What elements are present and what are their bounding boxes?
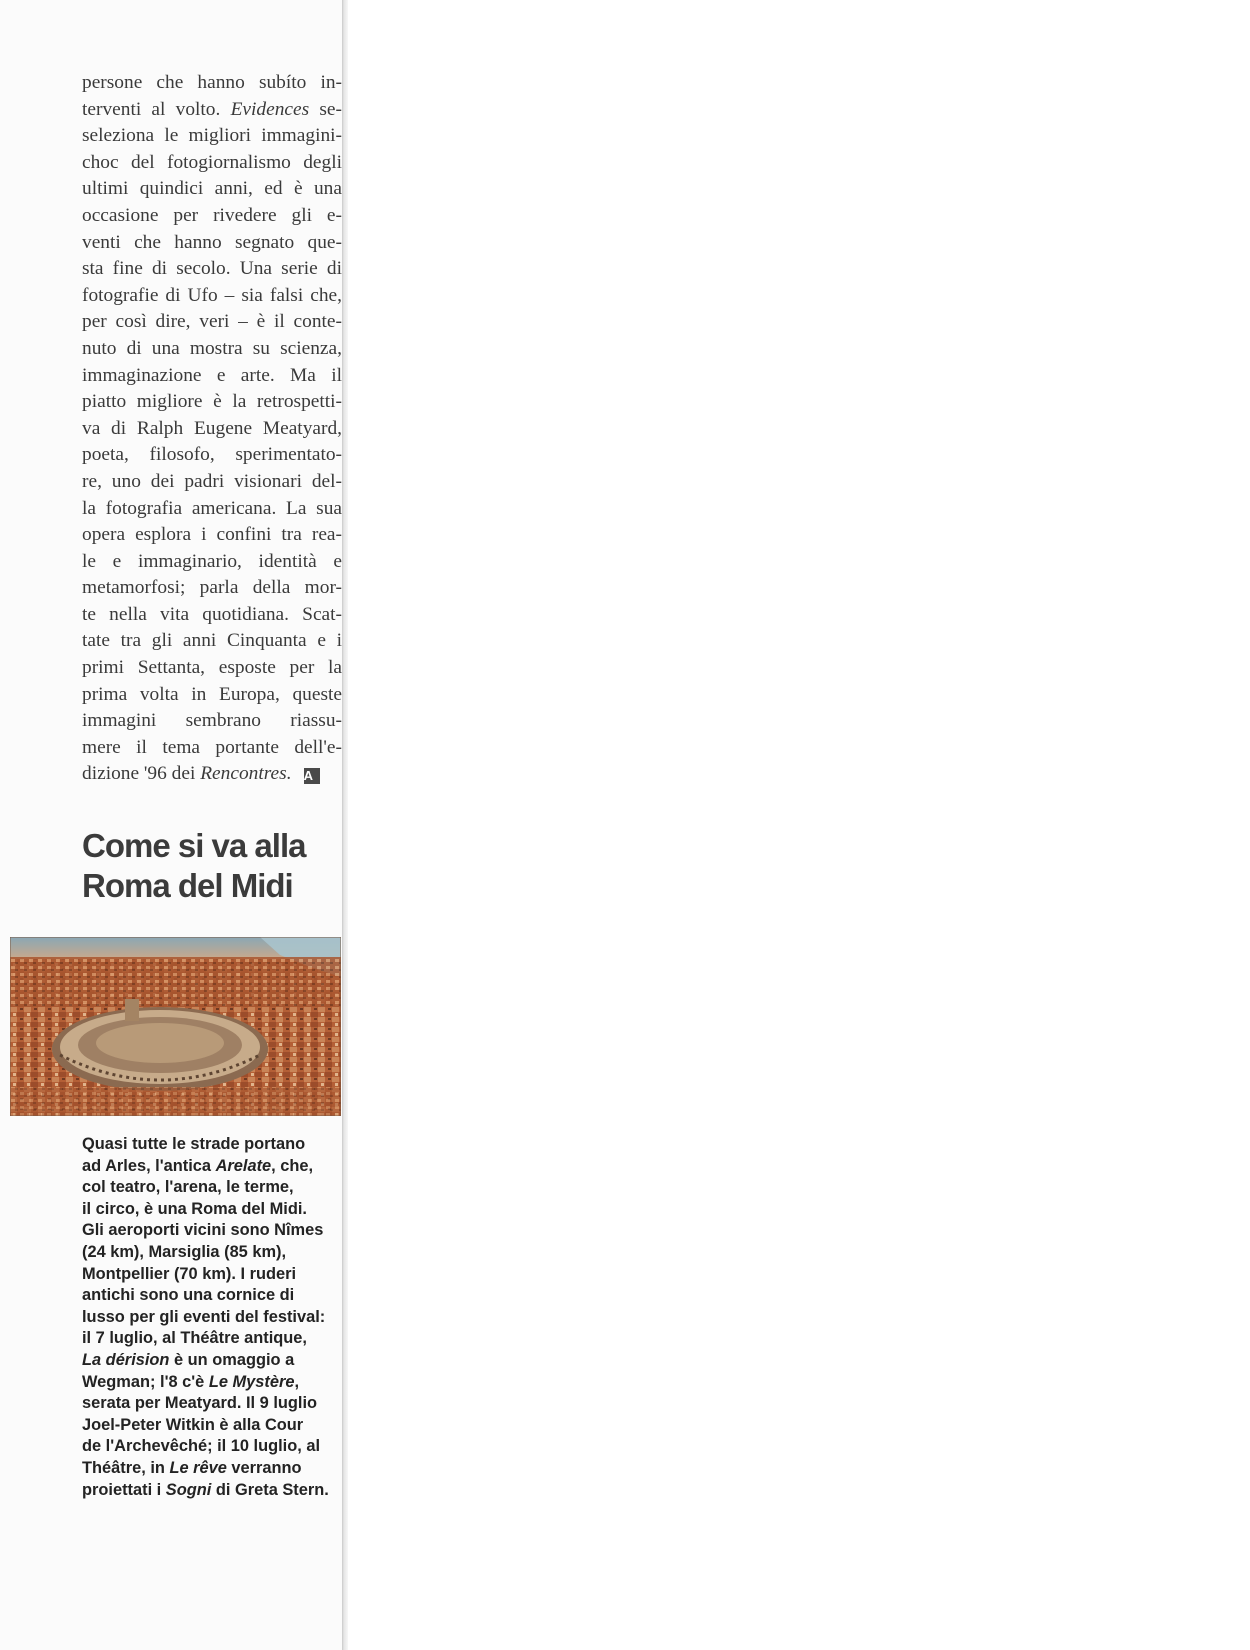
body-line: sta fine di secolo. Una serie di	[82, 258, 342, 280]
headline-line-1: Come si va alla	[82, 827, 306, 864]
body-line: primi Settanta, esposte per la	[82, 657, 342, 679]
foreground-rooftops	[10, 1087, 341, 1116]
article-body	[82, 70, 342, 788]
body-line: ultimi quindici anni, ed è una	[82, 178, 342, 200]
body-line: occasione per rivedere gli e-	[82, 204, 342, 226]
caption-line: lusso per gli eventi del festival:	[82, 1307, 326, 1326]
body-line: nuto di una mostra su scienza,	[82, 337, 342, 359]
arena-tower	[125, 999, 139, 1021]
body-line: va di Ralph Eugene Meatyard,	[82, 417, 342, 439]
body-line: tate tra gli anni Cinquanta e i	[82, 630, 342, 652]
body-line: te nella vita quotidiana. Scat-	[82, 603, 342, 625]
body-line: venti che hanno segnato que-	[82, 231, 342, 253]
caption-line: Wegman; l'8 c'è Le Mystère,	[82, 1372, 300, 1391]
body-line: terventi al volto. Evidences se-	[82, 98, 342, 120]
caption-line: Gli aeroporti vicini sono Nîmes	[82, 1221, 324, 1240]
body-line: fotografie di Ufo – sia falsi che,	[82, 284, 342, 306]
photo-caption	[82, 1134, 342, 1501]
caption-line: serata per Meatyard. Il 9 luglio	[82, 1394, 318, 1413]
caption-line: de l'Archevêché; il 10 luglio, al	[82, 1437, 321, 1456]
body-line: dizione '96 dei Rencontres. A	[82, 761, 342, 788]
caption-line: ad Arles, l'antica Arelate, che,	[82, 1156, 314, 1175]
headline-line-2: Roma del Midi	[82, 867, 293, 904]
body-line: persone che hanno subíto in-	[82, 72, 342, 93]
page-fold-shadow	[342, 0, 348, 1650]
body-line: poeta, filosofo, sperimentato-	[82, 444, 342, 466]
caption-line: col teatro, l'arena, le terme,	[82, 1178, 294, 1197]
body-line: metamorfosi; parla della mor-	[82, 577, 342, 599]
body-line: seleziona le migliori immagini-	[82, 125, 342, 147]
body-line: re, uno dei padri visionari del-	[82, 470, 342, 492]
arles-arena-photo	[10, 937, 341, 1116]
caption-line: Théâtre, in Le rêve verranno	[82, 1458, 302, 1477]
body-line: immaginazione e arte. Ma il	[82, 364, 342, 386]
caption-line: Quasi tutte le strade portano	[82, 1135, 306, 1153]
body-line: mere il tema portante dell'e-	[82, 736, 342, 758]
aerial-city-illustration	[10, 937, 341, 1116]
caption-line: La dérision è un omaggio a	[82, 1350, 295, 1369]
caption-line: proiettati i Sogni di Greta Stern.	[82, 1480, 329, 1499]
body-line: opera esplora i confini tra rea-	[82, 524, 342, 546]
body-line: la fotografia americana. La sua	[82, 497, 342, 519]
arena-floor	[96, 1023, 224, 1063]
caption-line: (24 km), Marsiglia (85 km),	[82, 1242, 287, 1261]
body-line: piatto migliore è la retrospetti-	[82, 391, 342, 413]
body-line: per così dire, veri – è il conte-	[82, 311, 342, 333]
body-line: prima volta in Europa, queste	[82, 683, 342, 705]
caption-line: antichi sono una cornice di	[82, 1286, 295, 1305]
caption-line: il circo, è una Roma del Midi.	[82, 1199, 307, 1218]
distant-rooftops	[10, 957, 341, 1007]
caption-line: il 7 luglio, al Théâtre antique,	[82, 1329, 307, 1348]
end-of-article-mark: A	[304, 768, 320, 784]
body-line: immagini sembrano riassu-	[82, 710, 342, 732]
body-line: le e immaginario, identità e	[82, 550, 342, 572]
sidebar-headline	[82, 826, 342, 906]
body-line: choc del fotogiornalismo degli	[82, 151, 342, 173]
caption-line: Montpellier (70 km). I ruderi	[82, 1264, 297, 1283]
caption-line: Joel-Peter Witkin è alla Cour	[82, 1415, 304, 1434]
